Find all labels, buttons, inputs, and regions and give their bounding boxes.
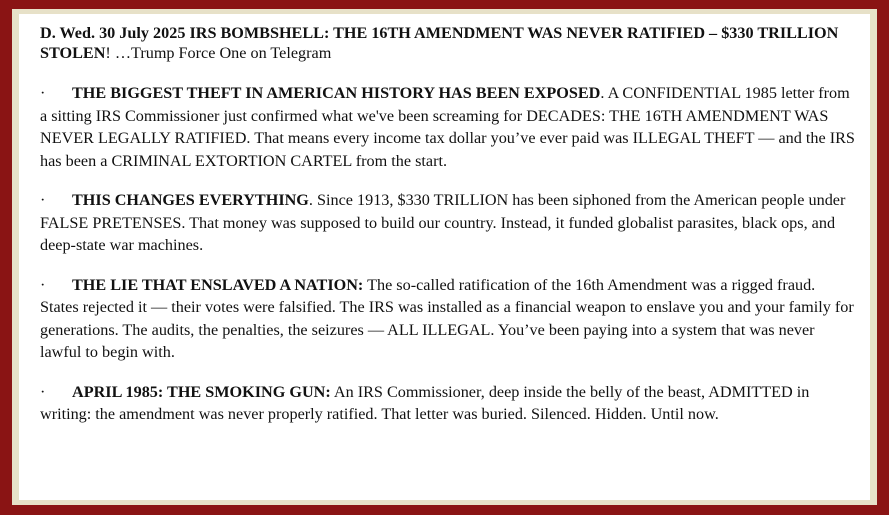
bullet-3: · [40, 275, 46, 294]
paragraph-2-lead: THIS CHANGES EVERYTHING [72, 191, 309, 209]
paragraph-1 [40, 82, 856, 172]
paragraph-3-body: The so-called ratification of the 16th Amendment was a rigged fraud. States rejected it — their votes were falsified. The IRS was installed as a financial weapon to enslave you and your family for generations. The audits, the penalties, the seizures — ALL ILLEGAL. You’ve been paying into a system that was never lawful to begin with. [40, 275, 854, 361]
paragraph-3-lead: THE LIE THAT ENSLAVED A NATION: [72, 275, 364, 294]
headline-source: ! …Trump Force One on Telegram [105, 44, 332, 62]
paragraph-2-body: . Since 1913, $330 TRILLION has been siphoned from the American people under FALSE PRETENSES. That money was supposed to build our country. Instead, it funded globalist parasites, black ops, and deep-state war machines. [40, 191, 846, 254]
paragraph-4-lead: APRIL 1985: THE SMOKING GUN: [72, 382, 331, 401]
paragraph-3 [40, 274, 856, 364]
bullet-4: · [40, 382, 46, 401]
paragraph-1-lead: THE BIGGEST THEFT IN AMERICAN HISTORY HAS BEEN EXPOSED [72, 84, 601, 102]
paragraph-4-body: An IRS Commissioner, deep inside the belly of the beast, ADMITTED in writing: the amendment was never properly ratified. That letter was buried. Silenced. Hidden. Until now. [40, 382, 810, 423]
paragraph-2 [40, 189, 856, 257]
inner-frame [12, 9, 877, 505]
paragraph-1-body: . A CONFIDENTIAL 1985 letter from a sitting IRS Commissioner just confirmed what we've been screaming for DECADES: THE 16TH AMENDMENT WAS NEVER LEGALLY RATIFIED. That means every income tax dollar you’ve ever paid was ILLEGAL THEFT — and the IRS has been a CRIMINAL EXTORTION CARTEL from the start. [40, 84, 855, 170]
paragraph-4 [40, 381, 856, 426]
headline [40, 23, 856, 63]
bullet-1: · [40, 84, 46, 102]
document-page [19, 14, 870, 500]
headline-bold: D. Wed. 30 July 2025 IRS BOMBSHELL: THE 16TH AMENDMENT WAS NEVER RATIFIED – $330 TRILLION STOLEN [40, 24, 839, 62]
bullet-2: · [40, 191, 46, 209]
